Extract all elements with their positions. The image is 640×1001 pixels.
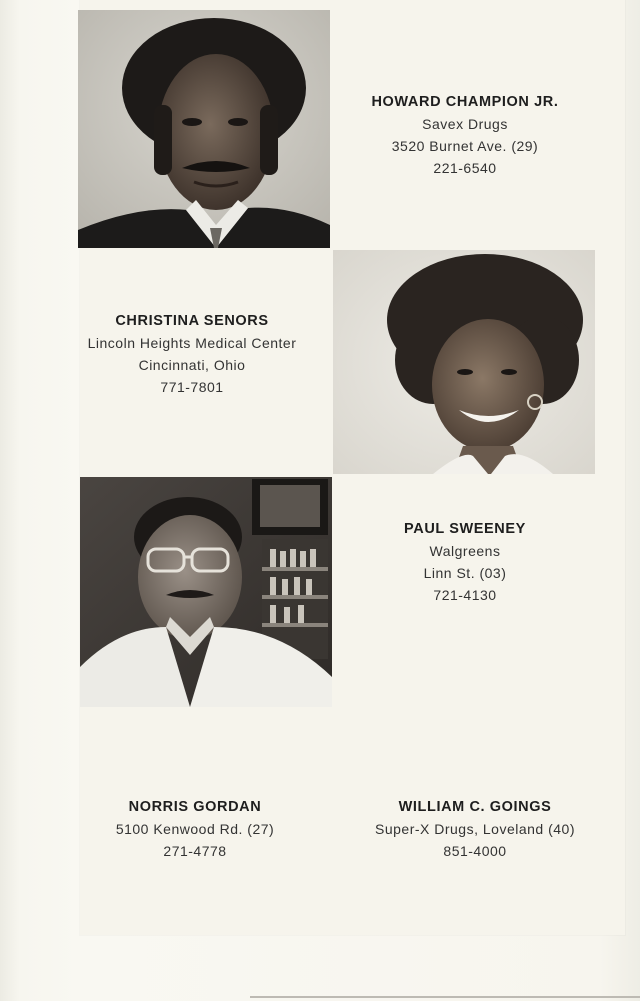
address: 3520 Burnet Ave. (29) bbox=[391, 138, 539, 154]
person-name: PAUL SWEENEY bbox=[404, 521, 526, 537]
directory-entry bbox=[70, 310, 320, 398]
portrait-photo-senors bbox=[333, 250, 595, 474]
portrait-image bbox=[78, 10, 330, 248]
page-bottom-rule bbox=[250, 996, 640, 998]
portrait-photo-gordan bbox=[80, 477, 332, 707]
directory-entry bbox=[80, 796, 310, 862]
person-name: CHRISTINA SENORS bbox=[115, 313, 269, 329]
portrait-image bbox=[80, 477, 332, 707]
person-name: WILLIAM C. GOINGS bbox=[398, 799, 552, 815]
business-name: Savex Drugs bbox=[422, 116, 508, 132]
phone-number: 221-6540 bbox=[433, 160, 497, 176]
portrait-photo-champion bbox=[78, 10, 330, 248]
address: 5100 Kenwood Rd. (27) bbox=[115, 821, 275, 837]
address: Linn St. (03) bbox=[423, 565, 507, 581]
address: Cincinnati, Ohio bbox=[138, 357, 246, 373]
directory-entry bbox=[350, 518, 580, 606]
business-name: Walgreens bbox=[429, 543, 501, 559]
phone-number: 271-4778 bbox=[163, 843, 227, 859]
person-name: NORRIS GORDAN bbox=[128, 799, 262, 815]
directory-entry bbox=[345, 796, 605, 862]
person-name: HOWARD CHAMPION JR. bbox=[371, 94, 559, 110]
directory-entry bbox=[330, 91, 600, 179]
business-address: Super-X Drugs, Loveland (40) bbox=[375, 821, 575, 837]
phone-number: 721-4130 bbox=[433, 587, 497, 603]
phone-number: 851-4000 bbox=[443, 843, 507, 859]
portrait-image bbox=[333, 250, 595, 474]
business-name: Lincoln Heights Medical Center bbox=[87, 335, 297, 351]
phone-number: 771-7801 bbox=[160, 379, 224, 395]
